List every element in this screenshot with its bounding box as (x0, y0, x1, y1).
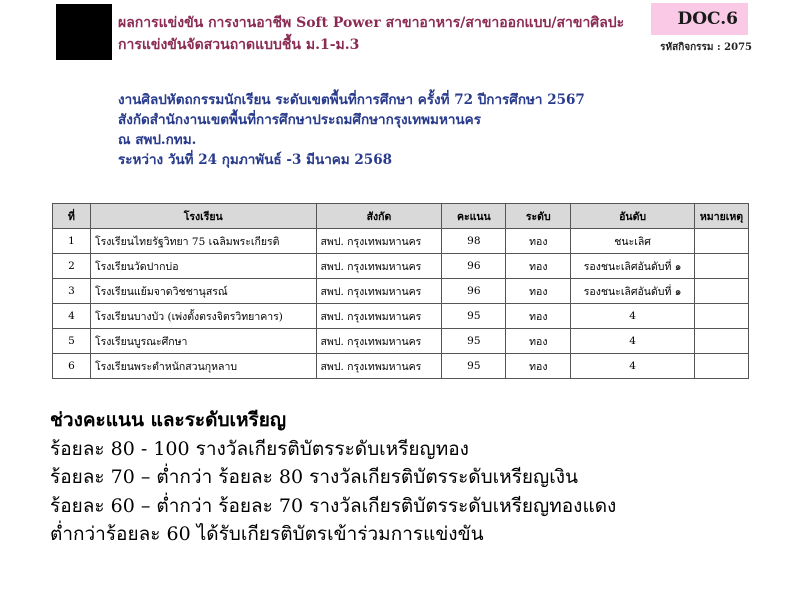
cell-note (694, 279, 748, 304)
cell-level: ทอง (506, 279, 571, 304)
cell-no: 4 (53, 304, 91, 329)
logo-placeholder (56, 4, 112, 60)
table-row (53, 279, 749, 304)
cell-level: ทอง (506, 329, 571, 354)
cell-note (694, 254, 748, 279)
cell-score: 95 (442, 304, 506, 329)
cell-affiliation: สพป. กรุงเทพมหานคร (316, 279, 442, 304)
cell-note (694, 304, 748, 329)
cell-rank: 4 (571, 304, 695, 329)
table-row (53, 254, 749, 279)
cell-level: ทอง (506, 229, 571, 254)
criteria-line-participation: ต่ำกว่าร้อยละ 60 ได้รับเกียรติบัตรเข้าร่วมการแข่งขัน (50, 523, 484, 545)
table-header-row (53, 204, 749, 229)
event-info-line-4: ระหว่าง วันที่ 24 กุมภาพันธ์ -3 มีนาคม 2568 (118, 152, 392, 168)
event-info-line-1: งานศิลปหัตถกรรมนักเรียน ระดับเขตพื้นที่การศึกษา ครั้งที่ 72 ปีการศึกษา 2567 (118, 92, 585, 108)
criteria-line-bronze: ร้อยละ 60 – ต่ำกว่า ร้อยละ 70 รางวัลเกียรติบัตรระดับเหรียญทองแดง (50, 494, 617, 517)
header-note: หมายเหตุ (694, 204, 748, 229)
cell-affiliation: สพป. กรุงเทพมหานคร (316, 354, 442, 379)
header-affiliation: สังกัด (316, 204, 442, 229)
cell-affiliation: สพป. กรุงเทพมหานคร (316, 304, 442, 329)
header-school: โรงเรียน (90, 204, 316, 229)
event-info-line-3: ณ สพป.กทม. (118, 132, 197, 148)
cell-note (694, 329, 748, 354)
header-score: คะแนน (442, 204, 506, 229)
cell-affiliation: สพป. กรุงเทพมหานคร (316, 229, 442, 254)
cell-score: 96 (442, 279, 506, 304)
cell-level: ทอง (506, 354, 571, 379)
cell-note (694, 229, 748, 254)
cell-level: ทอง (506, 254, 571, 279)
criteria-line-gold: ร้อยละ 80 - 100 รางวัลเกียรติบัตรระดับเหรียญทอง (50, 437, 469, 460)
cell-score: 95 (442, 354, 506, 379)
title-line-1: ผลการแข่งขัน การงานอาชีพ Soft Power สาขาอาหาร/สาขาออกแบบ/สาขาศิลปะ (118, 15, 625, 31)
doc-label-badge: DOC.6 (651, 3, 748, 35)
cell-level: ทอง (506, 304, 571, 329)
cell-school: โรงเรียนไทยรัฐวิทยา 75 เฉลิมพระเกียรติ (90, 229, 316, 254)
activity-code: รหัสกิจกรรม : 2075 (660, 42, 752, 53)
header-no: ที่ (53, 204, 91, 229)
cell-rank: ชนะเลิศ (571, 229, 695, 254)
title-line-2: การแข่งขันจัดสวนถาดแบบชื้น ม.1-ม.3 (118, 37, 360, 53)
cell-rank: รองชนะเลิศอันดับที่ ๑ (571, 279, 695, 304)
table-row (53, 304, 749, 329)
criteria-line-silver: ร้อยละ 70 – ต่ำกว่า ร้อยละ 80 รางวัลเกียรติบัตรระดับเหรียญเงิน (50, 466, 578, 488)
header-rank: อันดับ (571, 204, 695, 229)
cell-school: โรงเรียนบูรณะศึกษา (90, 329, 316, 354)
cell-school: โรงเรียนแย้มจาดวิชชานุสรณ์ (90, 279, 316, 304)
table-row (53, 329, 749, 354)
cell-score: 98 (442, 229, 506, 254)
table-row (53, 229, 749, 254)
cell-school: โรงเรียนวัดปากบ่อ (90, 254, 316, 279)
medal-criteria (50, 406, 616, 549)
table-row (53, 354, 749, 379)
results-table (52, 203, 749, 379)
event-info (118, 90, 585, 170)
cell-note (694, 354, 748, 379)
cell-no: 6 (53, 354, 91, 379)
cell-school: โรงเรียนบางบัว (เพ่งตั้งตรงจิตรวิทยาคาร) (90, 304, 316, 329)
cell-rank: 4 (571, 329, 695, 354)
cell-no: 1 (53, 229, 91, 254)
header-level: ระดับ (506, 204, 571, 229)
criteria-heading: ช่วงคะแนน และระดับเหรียญ (50, 409, 287, 431)
cell-score: 96 (442, 254, 506, 279)
cell-affiliation: สพป. กรุงเทพมหานคร (316, 329, 442, 354)
cell-no: 5 (53, 329, 91, 354)
cell-school: โรงเรียนพระตำหนักสวนกุหลาบ (90, 354, 316, 379)
cell-no: 3 (53, 279, 91, 304)
cell-rank: รองชนะเลิศอันดับที่ ๑ (571, 254, 695, 279)
cell-affiliation: สพป. กรุงเทพมหานคร (316, 254, 442, 279)
cell-score: 95 (442, 329, 506, 354)
cell-no: 2 (53, 254, 91, 279)
event-info-line-2: สังกัดสำนักงานเขตพื้นที่การศึกษาประถมศึกษากรุงเทพมหานคร (118, 112, 481, 128)
cell-rank: 4 (571, 354, 695, 379)
page-title (118, 12, 648, 56)
